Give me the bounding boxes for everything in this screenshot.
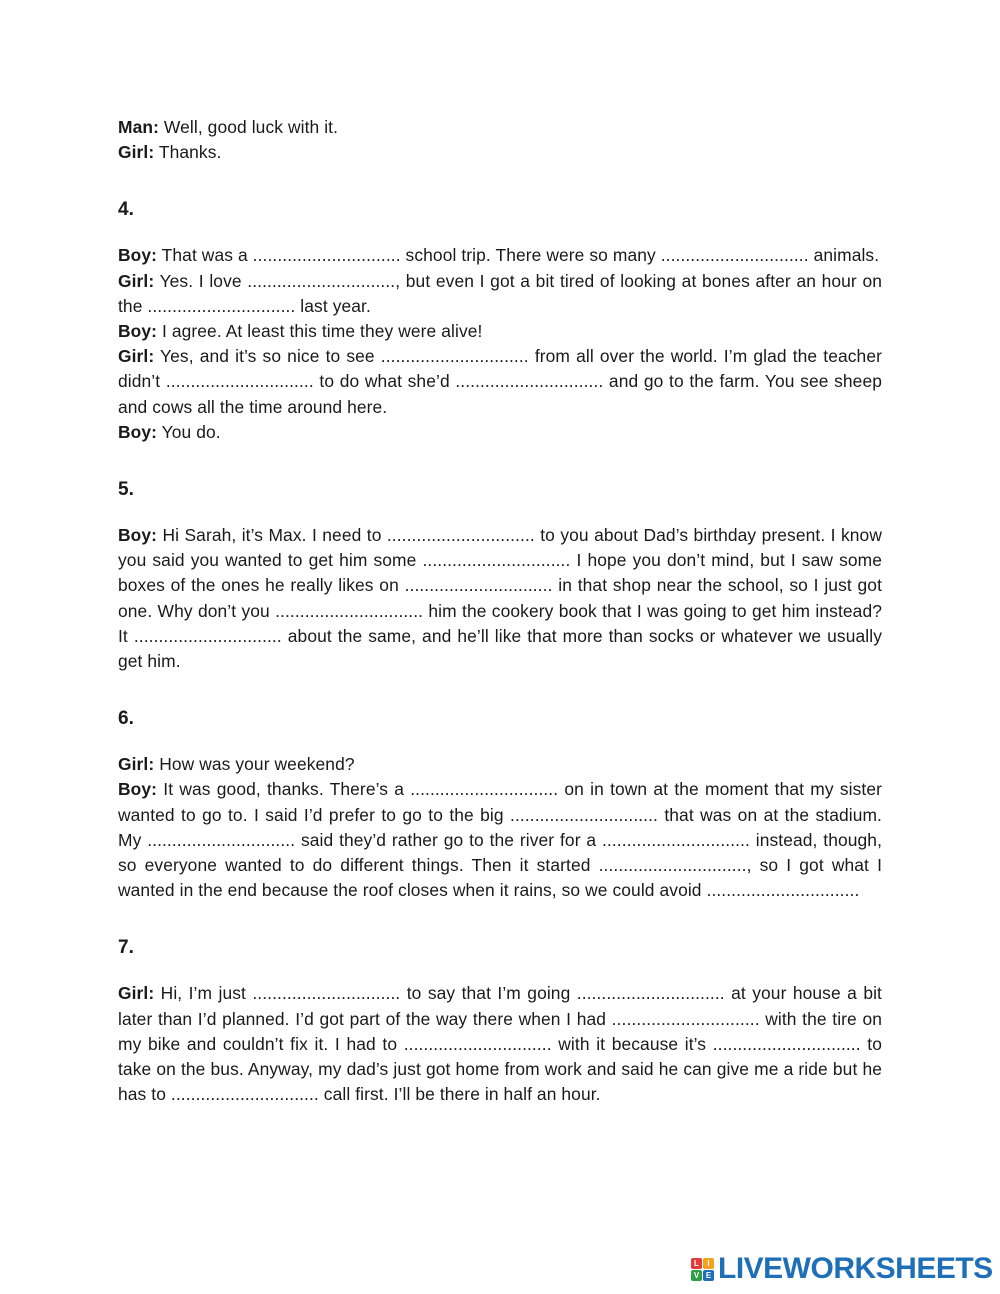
dialogue-line bbox=[118, 140, 882, 165]
dialogue-text: him the cookery book that I was going to get him instead? It bbox=[118, 600, 882, 646]
answer-blank[interactable]: .............................. bbox=[275, 600, 424, 621]
heading-spacer bbox=[118, 731, 882, 752]
liveworksheets-logo bbox=[691, 1253, 993, 1285]
dialogue-text: school trip. There were so many bbox=[400, 245, 661, 266]
speaker-label: Boy: bbox=[118, 525, 158, 546]
dialogue-line bbox=[118, 115, 882, 140]
dialogue-text: last year. bbox=[295, 295, 371, 316]
dialogue-text: about the same, and he’ll like that more than socks or whatever we usually get him. bbox=[118, 625, 882, 672]
dialogue-line bbox=[118, 981, 882, 1107]
answer-blank[interactable]: .............................. bbox=[165, 371, 314, 392]
dialogue-text: instead, though, so everyone wanted to do different things. Then it started bbox=[118, 829, 883, 876]
answer-blank[interactable]: .............................. bbox=[386, 525, 535, 546]
dialogue-line bbox=[118, 319, 882, 344]
answer-blank[interactable]: .............................. bbox=[252, 983, 401, 1004]
exercise-number-heading: 6. bbox=[118, 708, 134, 730]
exercise-number-heading: 4. bbox=[118, 199, 134, 221]
dialogue-text: It was good, thanks. There’s a bbox=[163, 779, 411, 800]
dialogue-text: and go to the farm. You see sheep and cows all the time around here. bbox=[118, 371, 882, 417]
answer-blank[interactable]: .............................. bbox=[510, 804, 658, 825]
dialogue-text: to say that I’m going bbox=[400, 983, 577, 1004]
dialogue-text: animals. bbox=[808, 245, 880, 266]
speaker-label: Girl: bbox=[118, 754, 155, 775]
section-spacer bbox=[118, 445, 882, 477]
answer-blank[interactable]: .............................. bbox=[170, 1084, 319, 1105]
dialogue-text: How was your weekend? bbox=[159, 754, 355, 775]
dialogue-text: Hi, I’m just bbox=[160, 983, 253, 1004]
speaker-label: Boy: bbox=[118, 779, 158, 800]
worksheet-document bbox=[118, 115, 882, 1107]
dialogue-text: I agree. At least this time they were alive! bbox=[161, 321, 483, 342]
answer-blank[interactable]: .............................. bbox=[422, 550, 571, 571]
answer-blank[interactable]: .............................. bbox=[404, 575, 553, 596]
dialogue-text: . bbox=[854, 880, 860, 901]
answer-blank[interactable]: .............................. bbox=[602, 829, 750, 850]
dialogue-text: I hope you don’t mind, but I saw some boxes of the ones he really likes on bbox=[118, 550, 882, 596]
dialogue-text: Thanks. bbox=[158, 142, 222, 163]
speaker-label: Girl: bbox=[118, 270, 155, 291]
exercise-number-heading: 5. bbox=[118, 479, 134, 501]
dialogue-text: that was on at the stadium. My bbox=[118, 804, 882, 850]
logo-mark-letter: L bbox=[691, 1258, 702, 1269]
dialogue-text: to do what she’d bbox=[313, 371, 456, 392]
dialogue-text: from all over the world. I’m glad the teacher didn’t bbox=[118, 346, 882, 392]
answer-blank[interactable]: .............................. bbox=[598, 855, 747, 876]
dialogue-text: call first. I’ll be there in half an hour. bbox=[318, 1084, 601, 1105]
section-spacer bbox=[118, 674, 882, 706]
dialogue-text: Hi Sarah, it’s Max. I need to bbox=[162, 525, 387, 546]
dialogue-line bbox=[118, 344, 882, 420]
answer-blank[interactable]: .............................. bbox=[660, 245, 809, 266]
dialogue-line bbox=[118, 523, 882, 674]
logo-mark-letter: E bbox=[703, 1270, 714, 1281]
dialogue-text: , so I got what I wanted in the end because the roof closes when it rains, so we could avoid bbox=[118, 855, 882, 901]
dialogue-text: at your house a bit later than I’d planned. I’d got part of the way there when I had bbox=[118, 983, 882, 1029]
dialogue-text: with the tire on my bike and couldn’t fix it. I had to bbox=[118, 1008, 882, 1054]
answer-blank[interactable]: .............................. bbox=[252, 245, 401, 266]
dialogue-text: You do. bbox=[161, 421, 221, 442]
answer-blank[interactable]: .............................. bbox=[410, 779, 559, 800]
answer-blank[interactable]: .............................. bbox=[706, 880, 855, 901]
dialogue-line bbox=[118, 752, 882, 777]
heading-spacer bbox=[118, 960, 882, 981]
speaker-label: Man: bbox=[118, 117, 159, 137]
logo-mark-icon bbox=[691, 1258, 714, 1281]
speaker-label: Girl: bbox=[118, 142, 155, 163]
dialogue-text: on in town at the moment that my sister wanted to go to. I said I’d prefer to go to the big bbox=[118, 779, 882, 825]
dialogue-line bbox=[118, 243, 882, 268]
section-spacer bbox=[118, 165, 882, 197]
dialogue-line bbox=[118, 269, 882, 319]
section-spacer bbox=[118, 903, 882, 935]
dialogue-line bbox=[118, 420, 882, 445]
heading-spacer bbox=[118, 502, 882, 523]
answer-blank[interactable]: .............................. bbox=[380, 346, 529, 367]
dialogue-text: said they’d rather go to the river for a bbox=[295, 829, 602, 850]
answer-blank[interactable]: .............................. bbox=[147, 829, 296, 850]
answer-blank[interactable]: .............................. bbox=[247, 270, 396, 291]
answer-blank[interactable]: .............................. bbox=[576, 983, 725, 1004]
dialogue-text: Yes. I love bbox=[159, 270, 248, 291]
answer-blank[interactable]: .............................. bbox=[403, 1033, 552, 1054]
dialogue-text: to take on the bus. Anyway, my dad’s just got home from work and said he can give me a ride but he has to bbox=[118, 1033, 882, 1105]
exercise-number-heading: 7. bbox=[118, 937, 134, 959]
dialogue-text: Well, good luck with it. bbox=[163, 117, 339, 137]
speaker-label: Boy: bbox=[118, 321, 158, 342]
logo-text: LIVEWORKSHEETS bbox=[718, 1252, 993, 1285]
dialogue-text: That was a bbox=[161, 245, 253, 266]
heading-spacer bbox=[118, 222, 882, 243]
logo-mark-letter: V bbox=[691, 1270, 702, 1281]
dialogue-text: , but even I got a bit tired of looking at bones after an hour on the bbox=[118, 270, 882, 316]
answer-blank[interactable]: .............................. bbox=[455, 371, 604, 392]
dialogue-text: in that shop near the school, so I just got one. Why don’t you bbox=[118, 575, 882, 621]
answer-blank[interactable]: .............................. bbox=[147, 295, 296, 316]
dialogue-text: Yes, and it’s so nice to see bbox=[160, 346, 381, 367]
speaker-label: Girl: bbox=[118, 346, 155, 367]
speaker-label: Boy: bbox=[118, 245, 158, 266]
answer-blank[interactable]: .............................. bbox=[133, 625, 282, 646]
answer-blank[interactable]: .............................. bbox=[712, 1033, 861, 1054]
speaker-label: Girl: bbox=[118, 983, 155, 1004]
dialogue-line bbox=[118, 777, 882, 903]
answer-blank[interactable]: .............................. bbox=[611, 1008, 760, 1029]
dialogue-text: with it because it’s bbox=[551, 1033, 713, 1054]
logo-mark-letter: I bbox=[703, 1258, 714, 1269]
dialogue-text: to you about Dad’s birthday present. I know you said you wanted to get him some bbox=[118, 525, 882, 571]
speaker-label: Boy: bbox=[118, 421, 158, 442]
